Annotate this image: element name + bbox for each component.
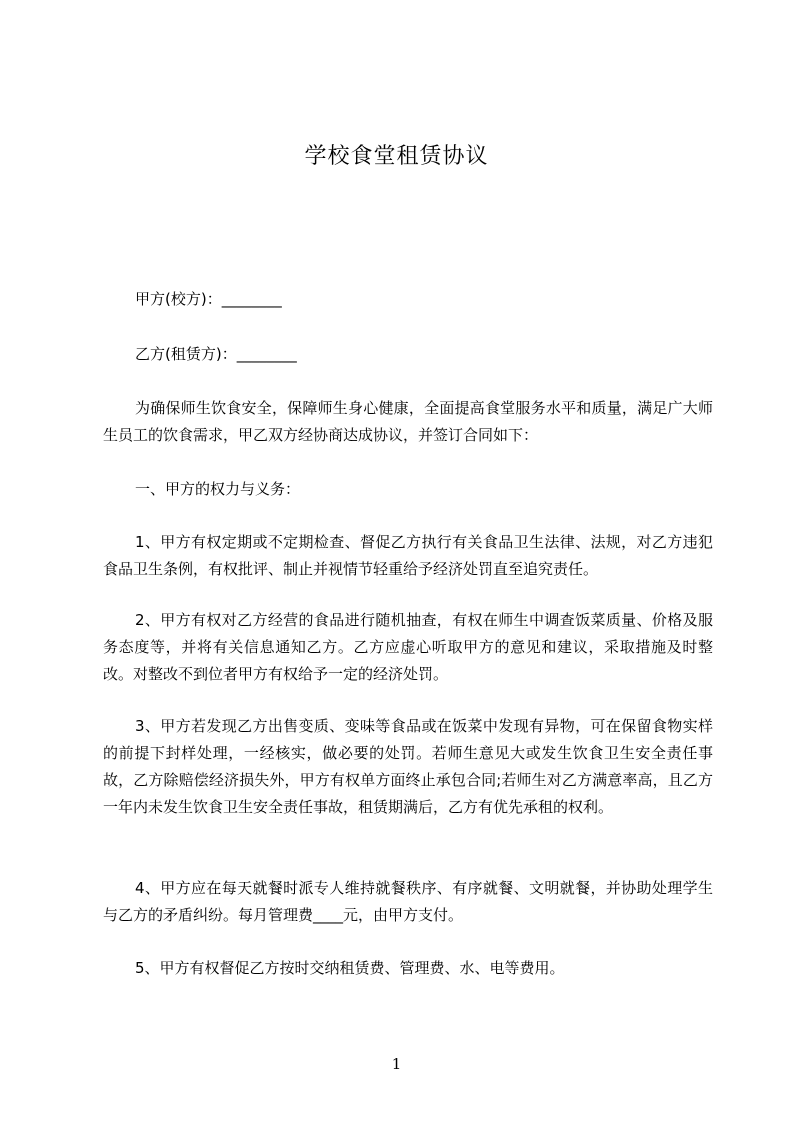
clause-5: 5、甲方有权督促乙方按时交纳租赁费、管理费、水、电等费用。	[135, 959, 565, 977]
clause-3: 3、甲方若发现乙方出售变质、变味等食品或在饭菜中发现有异物，可在保留食物实样的前提下封样处理，一经核实，做必要的处罚。若师生意见大或发生饮食卫生安全责任事故，乙方除赔偿经济损失外，甲方有权单方面终止承包合同;若师生对乙方满意率高，且乙方一年内未发生饮食卫生安全责任事故，租赁期满后，乙方有优先承租的权利。	[103, 717, 713, 816]
clause-2: 2、甲方有权对乙方经营的食品进行随机抽查，有权在师生中调查饭菜质量、价格及服务态度等，并将有关信息通知乙方。乙方应虚心听取甲方的意见和建议，采取措施及时整改。对整改不到位者甲方有权给予一定的经济处罚。	[103, 611, 713, 683]
party-a-line: 甲方(校方)：________	[135, 290, 282, 308]
page-number: 1	[391, 1055, 402, 1073]
document-title: 学校食堂租赁协议	[304, 144, 489, 169]
clause-4: 4、甲方应在每天就餐时派专人维持就餐秩序、有序就餐、文明就餐，并协助处理学生与乙方的矛盾纠纷。每月管理费____元，由甲方支付。	[103, 879, 713, 924]
clause-1: 1、甲方有权定期或不定期检查、督促乙方执行有关食品卫生法律、法规，对乙方违犯食品卫生条例，有权批评、制止并视情节轻重给予经济处罚直至追究责任。	[103, 533, 713, 578]
section-1-heading: 一、甲方的权力与义务：	[135, 480, 301, 498]
party-b-line: 乙方(租赁方)：________	[135, 345, 297, 363]
intro-paragraph: 为确保师生饮食安全，保障师生身心健康，全面提高食堂服务水平和质量，满足广大师生员工的饮食需求，甲乙双方经协商达成协议，并签订合同如下：	[103, 399, 713, 444]
